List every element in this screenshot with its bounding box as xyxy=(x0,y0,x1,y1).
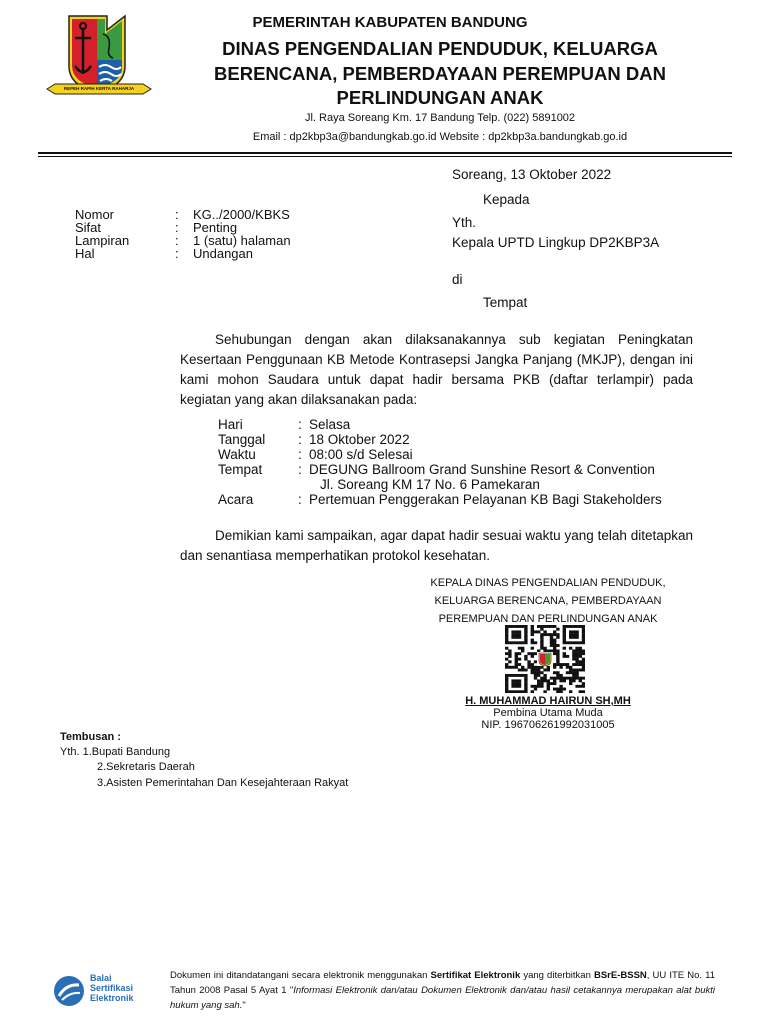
footer-text: " xyxy=(242,1000,246,1011)
detail-row-tanggal xyxy=(218,432,662,447)
meta-row-lampiran xyxy=(75,234,291,247)
meta-label: Hal xyxy=(75,246,95,261)
signatory-name: H. MUHAMMAD HAIRUN SH,MH xyxy=(465,695,631,707)
tembusan-item: 3.Asisten Pemerintahan Dan Kesejahteraan Rakyat xyxy=(97,777,349,789)
recipient-di: di xyxy=(452,272,463,287)
meta-row-nomor xyxy=(75,208,291,221)
signature-title-line1: KEPALA DINAS PENGENDALIAN PENDUDUK, xyxy=(430,577,666,589)
detail-value: Selasa xyxy=(309,417,351,432)
footer-text: yang diterbitkan xyxy=(520,970,594,981)
kabupaten-bandung-logo xyxy=(45,12,153,100)
bsre-logo-line: Balai xyxy=(90,973,112,983)
recipient-name: Kepala UPTD Lingkup DP2KBP3A xyxy=(452,235,660,250)
meta-label: Lampiran xyxy=(75,233,130,248)
meta-colon: : xyxy=(175,246,179,261)
meta-label: Nomor xyxy=(75,207,115,222)
bsre-logo-text xyxy=(90,973,134,1003)
meta-value: Penting xyxy=(193,220,238,235)
signatory-rank: Pembina Utama Muda xyxy=(493,707,603,719)
letter-date: Soreang, 13 Oktober 2022 xyxy=(452,167,612,182)
detail-row-acara xyxy=(218,492,662,507)
footer-disclaimer xyxy=(170,968,715,1013)
bsre-logo-line: Elektronik xyxy=(90,993,134,1003)
header-agency-line2: BERENCANA, PEMBERDAYAAN PEREMPUAN DAN xyxy=(214,62,666,84)
signatory-nip: NIP. 196706261992031005 xyxy=(481,719,615,731)
detail-colon: : xyxy=(298,432,302,447)
tembusan-heading: Tembusan : xyxy=(60,731,121,743)
header-address: Jl. Raya Soreang Km. 17 Bandung Telp. (022) 5891002 xyxy=(304,112,576,124)
footer-text-bold: BSrE-BSSN xyxy=(593,970,647,981)
detail-label: Waktu xyxy=(218,447,256,462)
body-paragraph-closing: Demikian kami sampaikan, agar dapat hadir sesuai waktu yang telah ditetapkan dan senantiasa memperhatikan protokol kesehatan. xyxy=(180,528,693,563)
event-details-table xyxy=(218,417,662,507)
signatory xyxy=(393,695,703,731)
detail-row-hari xyxy=(218,417,662,432)
header-divider-thin xyxy=(38,156,732,157)
tembusan-item: 2.Sekretaris Daerah xyxy=(97,761,195,773)
meta-value: Undangan xyxy=(193,246,253,261)
tembusan-item: Yth. 1.Bupati Bandung xyxy=(60,746,171,758)
recipient-yth: Yth. xyxy=(452,215,477,230)
footer-text: Dokumen ini ditandatangani secara elektronik menggunakan xyxy=(170,970,431,981)
detail-row-tempat xyxy=(218,462,662,492)
footer-text-italic: Informasi Elektronik dan/atau Dokumen Elektronik dan/atau hasil cetakannya merupakan alat bukti hukum yang sah. xyxy=(170,985,715,1011)
body-paragraph-intro: Sehubungan dengan akan dilaksanakannya sub kegiatan Peningkatan Kesertaan Penggunaan KB Metode Kontrasepsi Jangka Panjang (MKJP), dengan ini kami mohon Saudara untuk dapat hadir bersama PKB (daftar terlampir) pada kegiatan yang akan dilaksanakan pada: xyxy=(180,332,693,407)
detail-value-venue: DEGUNG Ballroom Grand Sunshine Resort & Convention xyxy=(309,462,655,477)
detail-value: 18 Oktober 2022 xyxy=(309,432,410,447)
meta-value: 1 (satu) halaman xyxy=(193,233,291,248)
detail-row-waktu xyxy=(218,447,662,462)
header-agency-line3: PERLINDUNGAN ANAK xyxy=(336,87,544,108)
letter-meta-table xyxy=(75,208,291,260)
detail-label: Tempat xyxy=(218,462,263,477)
meta-row-hal xyxy=(75,247,291,260)
meta-value: KG../2000/KBKS xyxy=(193,207,290,222)
logo-motto: REPEH RAPIH KERTA RAHARJA xyxy=(63,86,135,91)
header-divider-thick xyxy=(38,152,732,154)
header-agency xyxy=(175,37,705,111)
header-government: PEMERINTAH KABUPATEN BANDUNG xyxy=(252,14,528,31)
meta-colon: : xyxy=(175,207,179,222)
meta-colon: : xyxy=(175,233,179,248)
detail-value: Pertemuan Penggerakan Pelayanan KB Bagi Stakeholders xyxy=(309,492,662,507)
signature-title-line2: KELUARGA BERENCANA, PEMBERDAYAAN xyxy=(434,595,662,607)
qr-code-signature xyxy=(505,625,585,693)
detail-label: Tanggal xyxy=(218,432,266,447)
recipient-kepada: Kepada xyxy=(483,192,530,207)
detail-value xyxy=(309,462,662,492)
footer-text: , UU ITE No. 11 Tahun 2008 Pasal 5 Ayat 1 " xyxy=(170,970,715,996)
meta-label: Sifat xyxy=(75,220,102,235)
detail-label: Hari xyxy=(218,417,243,432)
bsre-logo-line: Sertifikasi xyxy=(90,983,134,993)
detail-colon: : xyxy=(298,462,302,477)
bsre-logo xyxy=(52,970,160,1010)
detail-colon: : xyxy=(298,447,302,462)
detail-value-address: Jl. Soreang KM 17 No. 6 Pamekaran xyxy=(320,477,540,492)
meta-colon: : xyxy=(175,220,179,235)
footer-text-bold: Sertifikat Elektronik xyxy=(430,970,521,981)
signature-title xyxy=(393,574,703,628)
detail-colon: : xyxy=(298,492,302,507)
recipient-place: Tempat xyxy=(483,295,528,310)
header-contact: Email : dp2kbp3a@bandungkab.go.id Website : dp2kbp3a.bandungkab.go.id xyxy=(252,131,628,143)
signature-title-line3: PEREMPUAN DAN PERLINDUNGAN ANAK xyxy=(438,613,658,625)
detail-colon: : xyxy=(298,417,302,432)
detail-value: 08:00 s/d Selesai xyxy=(309,447,413,462)
header-agency-line1: DINAS PENGENDALIAN PENDUDUK, KELUARGA xyxy=(222,38,658,59)
detail-label: Acara xyxy=(218,492,254,507)
bsre-emblem-icon xyxy=(52,974,86,1008)
